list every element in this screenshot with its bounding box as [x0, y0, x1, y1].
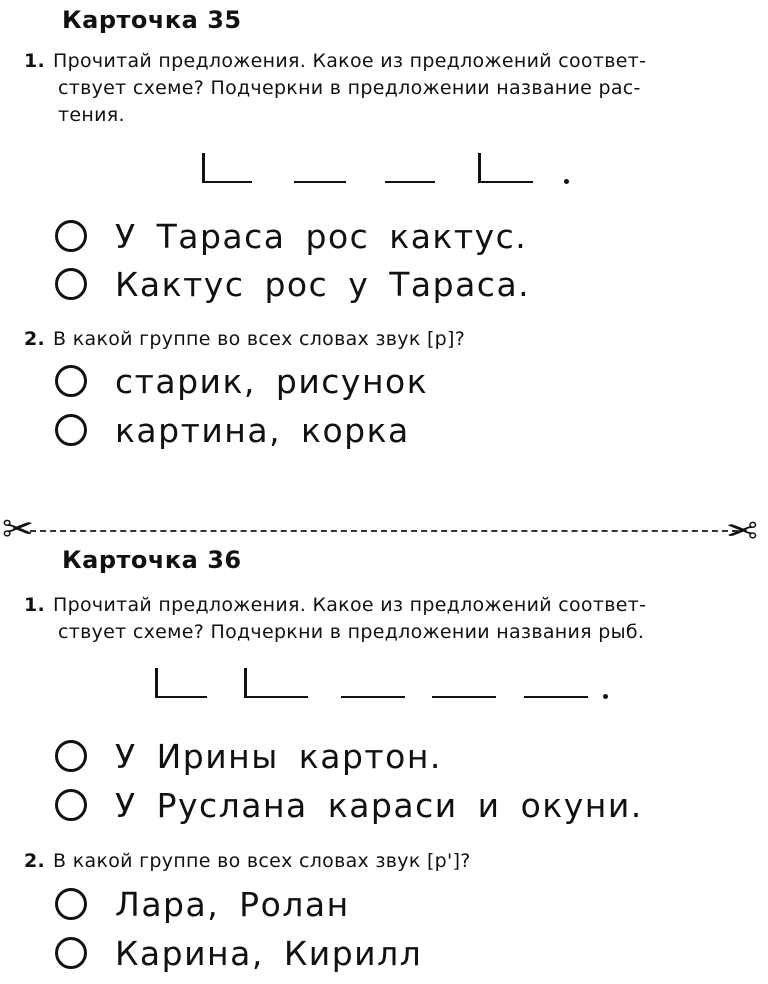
task-number: 2. — [24, 328, 46, 350]
task-text-line: тения. — [58, 104, 125, 126]
option-label: У Ирины картон. — [115, 736, 442, 776]
circle-icon[interactable] — [55, 414, 87, 446]
circle-icon[interactable] — [55, 740, 87, 772]
circle-icon[interactable] — [55, 937, 87, 969]
option-radio[interactable] — [55, 264, 530, 304]
card-36-task-1 — [24, 592, 754, 646]
task-text-line: ствует схеме? Подчеркни в предложении названия рыб. — [58, 621, 645, 643]
card-35-title: Карточка 35 — [62, 6, 242, 34]
card-35-task-2 — [24, 326, 465, 353]
task-number: 2. — [24, 850, 46, 872]
option-radio[interactable] — [55, 884, 350, 924]
task-number: 1. — [24, 594, 46, 616]
option-radio[interactable] — [55, 216, 527, 256]
circle-icon[interactable] — [55, 789, 87, 821]
task-question: В какой группе во всех словах звук [р]? — [53, 328, 466, 350]
option-label: У Руслана караси и окуни. — [115, 785, 643, 825]
card-35-task-1 — [24, 48, 754, 129]
task-text-line: Прочитай предложения. Какое из предложений соответ- — [53, 594, 647, 616]
task-question: В какой группе во всех словах звук [р']? — [53, 850, 471, 872]
option-radio[interactable] — [55, 736, 442, 776]
circle-icon[interactable] — [55, 365, 87, 397]
cut-line — [30, 530, 738, 532]
card-36-title: Карточка 36 — [62, 546, 242, 574]
scissors-icon: ✂ — [2, 507, 34, 551]
option-label: Карина, Кирилл — [115, 933, 423, 973]
task-number: 1. — [24, 50, 46, 72]
option-radio[interactable] — [55, 933, 422, 973]
circle-icon[interactable] — [55, 888, 87, 920]
task-text-line: Прочитай предложения. Какое из предложений соответ- — [53, 50, 647, 72]
option-label: Кактус рос у Тараса. — [115, 264, 531, 304]
option-label: картина, корка — [115, 410, 410, 450]
option-radio[interactable] — [55, 361, 428, 401]
option-radio[interactable] — [55, 785, 643, 825]
circle-icon[interactable] — [55, 268, 87, 300]
option-label: Лара, Ролан — [115, 884, 350, 924]
option-label: старик, рисунок — [115, 361, 429, 401]
option-radio[interactable] — [55, 410, 410, 450]
task-text-line: ствует схеме? Подчеркни в предложении название рас- — [58, 77, 641, 99]
card-36-task-2 — [24, 848, 471, 875]
option-label: У Тараса рос кактус. — [115, 216, 528, 256]
scissors-icon: ✂ — [726, 509, 758, 553]
circle-icon[interactable] — [55, 220, 87, 252]
